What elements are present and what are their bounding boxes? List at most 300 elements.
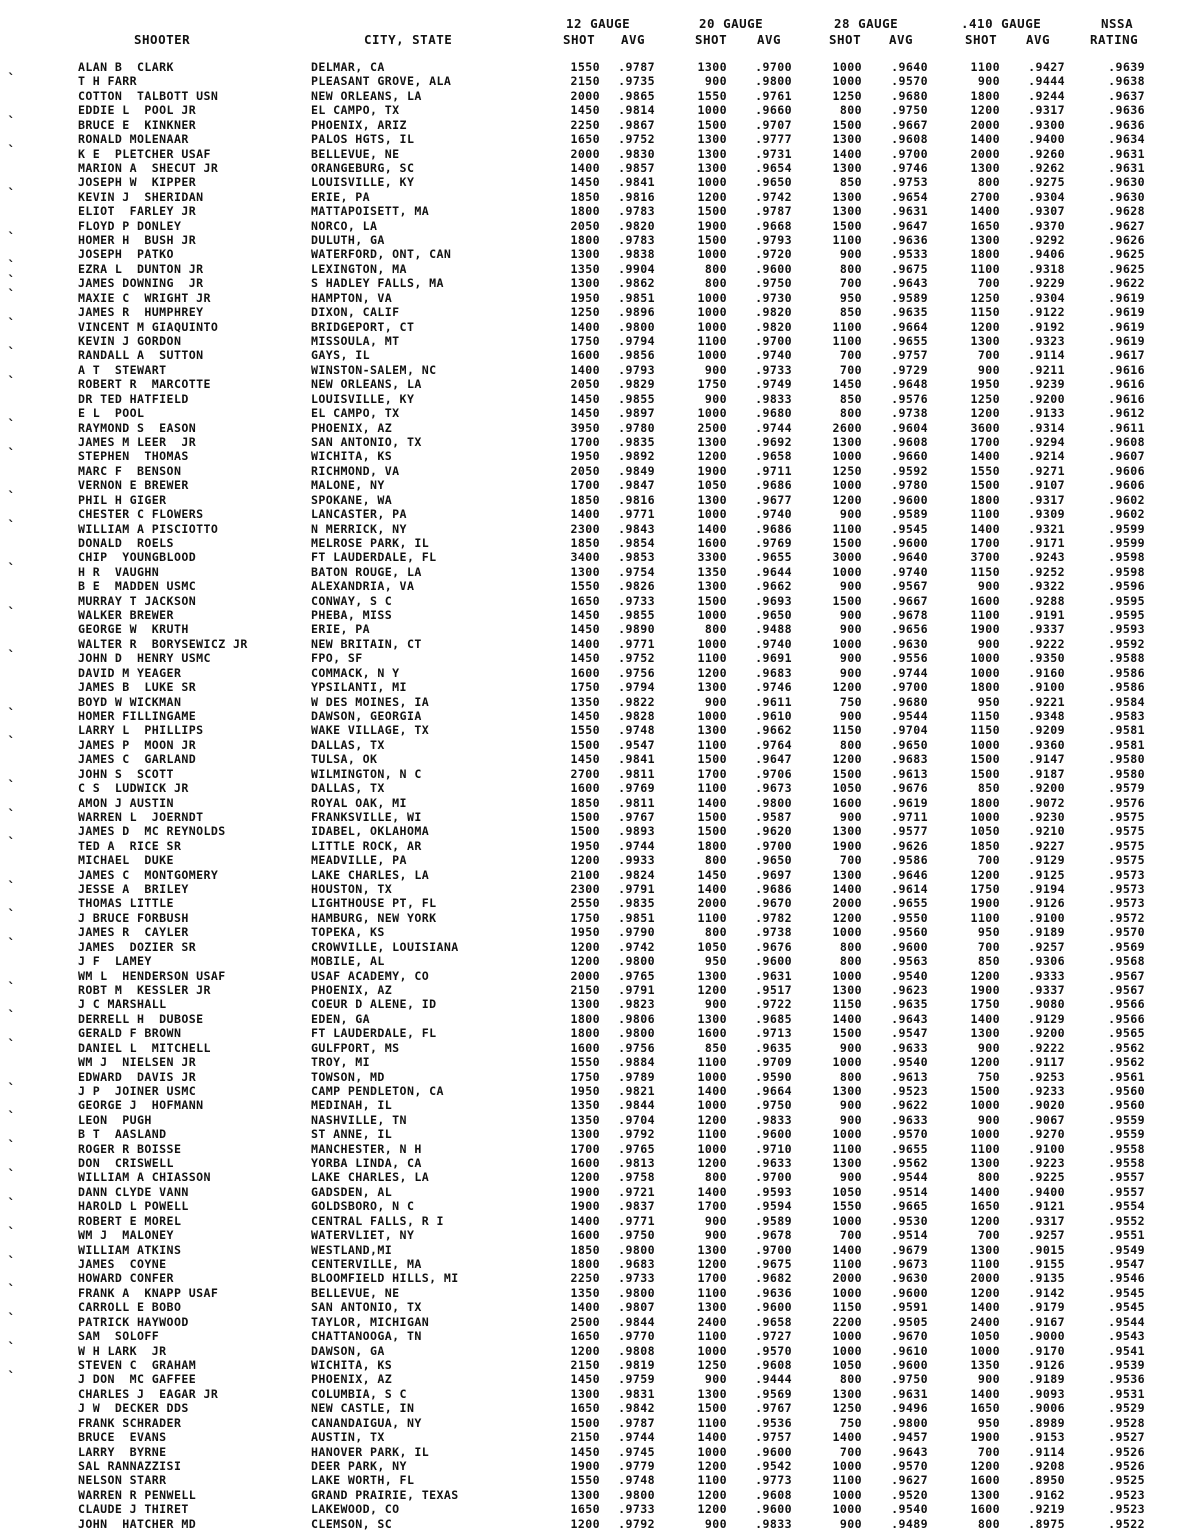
nssa-rating: .9573 [1108,882,1145,897]
gauge12-shot: 1400 [570,1213,600,1228]
gauge12-avg: .9837 [618,1199,655,1214]
gauge12-avg: .9853 [618,550,655,565]
table-row [0,882,1200,896]
city-state: BLOOMFIELD HILLS, MI [311,1271,459,1286]
gauge410-avg: .9321 [1028,521,1065,536]
gauge12-avg: .9822 [618,694,655,709]
city-state: DAWSON, GA [311,1343,385,1358]
table-row [0,1315,1200,1329]
nssa-rating: .9575 [1108,824,1145,839]
gauge12-avg: .9811 [618,795,655,810]
gauge20-avg: .9833 [755,1112,792,1127]
gauge28-shot: 1300 [832,132,862,147]
gauge12-avg: .9683 [618,1257,655,1272]
gauge20-shot: 1500 [697,809,727,824]
city-state: EDEN, GA [311,1011,371,1026]
gauge410-shot: 1400 [970,521,1000,536]
gauge28-shot: 1250 [832,88,862,103]
shooter-name: LARRY BYRNE [78,1444,167,1459]
city-state: CHATTANOOGA, TN [311,1329,422,1344]
gauge28-shot: 1100 [832,319,862,334]
gauge28-shot: 850 [839,391,862,406]
table-row [0,752,1200,766]
gauge28-shot: 1400 [832,882,862,897]
gauge12-shot: 1950 [570,838,600,853]
margin-mark-icon: ˎ [6,1328,16,1345]
gauge410-avg: .9307 [1028,204,1065,219]
gauge20-shot: 1000 [697,708,727,723]
table-row [0,911,1200,925]
gauge20-avg: .9668 [755,218,792,233]
shooter-name: BRUCE EVANS [78,1430,167,1445]
gauge28-shot: 1000 [832,1055,862,1070]
nssa-rating: .9595 [1108,608,1145,623]
gauge28-shot: 1300 [832,189,862,204]
city-state: BATON ROUGE, LA [311,564,422,579]
gauge12-shot: 1450 [570,1372,600,1387]
margin-mark-icon: ˎ [6,405,16,422]
nssa-rating: .9638 [1108,74,1145,89]
gauge28-shot: 900 [839,1112,862,1127]
shooter-name: JOHN D HENRY USMC [78,651,211,666]
table-row [0,348,1200,362]
table-row [0,190,1200,204]
margin-mark-icon: ˎ [6,59,16,75]
nssa-rating: .9639 [1108,60,1145,74]
table-row [0,723,1200,737]
gauge12-avg: .9770 [618,1329,655,1344]
gauge12-avg: .9794 [618,334,655,349]
gauge28-shot: 1300 [832,204,862,219]
nssa-rating: .9596 [1108,579,1145,594]
gauge20-avg: .9777 [755,132,792,147]
gauge410-shot: 700 [977,348,1000,363]
gauge12-shot: 1500 [570,824,600,839]
gauge28-avg: .9700 [891,680,928,695]
gauge28-shot: 1000 [832,449,862,464]
gauge28-shot: 1300 [832,160,862,175]
nssa-rating: .9586 [1108,665,1145,680]
gauge28-shot: 800 [839,737,862,752]
gauge28-avg: .9647 [891,218,928,233]
gauge12-avg: .9792 [618,1127,655,1142]
gauge28-avg: .9630 [891,636,928,651]
gauge12-avg: .9841 [618,175,655,190]
gauge20-avg: .9800 [755,795,792,810]
table-row [0,1358,1200,1372]
gauge20-avg: .9833 [755,391,792,406]
nssa-rating: .9611 [1108,420,1145,435]
nssa-rating: .9627 [1108,218,1145,233]
city-state: CENTRAL FALLS, R I [311,1213,444,1228]
city-state: COMMACK, N Y [311,665,400,680]
gauge12-avg: .9765 [618,968,655,983]
gauge28-shot: 1000 [832,1127,862,1142]
gauge12-shot: 1750 [570,334,600,349]
city-state: GULFPORT, MS [311,1040,400,1055]
gauge28-shot: 1400 [832,1011,862,1026]
city-state: SPOKANE, WA [311,492,393,507]
gauge410-avg: .9129 [1028,1011,1065,1026]
gauge28-avg: .9540 [891,1055,928,1070]
shooter-name: FLOYD P DONLEY [78,218,182,233]
nssa-rating: .9612 [1108,406,1145,421]
gauge20-shot: 1300 [697,968,727,983]
shooter-name: VERNON E BREWER [78,478,189,493]
gauge20-shot: 1200 [697,665,727,680]
gauge20-shot: 1700 [697,766,727,781]
gauge12-shot: 2000 [570,146,600,161]
city-state: HAMPTON, VA [311,290,393,305]
gauge410-shot: 700 [977,1228,1000,1243]
gauge28-shot: 700 [839,362,862,377]
city-state: ERIE, PA [311,622,371,637]
gauge12-avg: .9855 [618,391,655,406]
gauge410-shot: 1200 [970,406,1000,421]
city-state: USAF ACADEMY, CO [311,968,430,983]
gauge20-avg: .9593 [755,1184,792,1199]
shooter-name: DON CRISWELL [78,1156,174,1171]
gauge28-avg: .9680 [891,88,928,103]
gauge410-shot: 1150 [970,723,1000,738]
shooter-name: J F LAMEY [78,954,152,969]
gauge12-shot: 1750 [570,680,600,695]
gauge410-avg: .9020 [1028,1098,1065,1113]
gauge410-avg: .9292 [1028,233,1065,248]
city-state: BELLEVUE, NE [311,1285,400,1300]
city-state: IDABEL, OKLAHOMA [311,824,430,839]
gauge20-avg: .9730 [755,290,792,305]
city-state: LEXINGTON, MA [311,261,407,276]
gauge12-shot: 1750 [570,910,600,925]
gauge12-shot: 1200 [570,939,600,954]
city-state: NEW ORLEANS, LA [311,377,422,392]
gauge410-avg: .9200 [1028,781,1065,796]
nssa-rating: .9526 [1108,1444,1145,1459]
nssa-rating: .9575 [1108,838,1145,853]
city-state: WINSTON-SALEM, NC [311,362,437,377]
gauge20-avg: .9662 [755,723,792,738]
shooter-name: ALAN B CLARK [78,60,174,74]
table-row [0,622,1200,636]
gauge20-avg: .9610 [755,708,792,723]
city-state: GRAND PRAIRIE, TEXAS [311,1487,459,1502]
gauge20-avg: .9655 [755,550,792,565]
gauge12-avg: .9752 [618,132,655,147]
gauge28-shot: 1200 [832,752,862,767]
table-row [0,1070,1200,1084]
gauge12-avg: .9733 [618,1271,655,1286]
gauge410-shot: 1300 [970,1242,1000,1257]
gauge410-shot: 1500 [970,752,1000,767]
gauge410-avg: .9221 [1028,694,1065,709]
gauge12-avg: .9771 [618,507,655,522]
margin-mark-icon: ˎ [6,174,16,191]
gauge12-avg: .9896 [618,305,655,320]
gauge28-shot: 900 [839,247,862,262]
gauge12-shot: 1450 [570,103,600,118]
gauge20-shot: 1300 [697,680,727,695]
table-row [0,940,1200,954]
gauge12-avg: .9733 [618,593,655,608]
gauge410-shot: 1700 [970,434,1000,449]
gauge20-shot: 1000 [697,1069,727,1084]
gauge12-avg: .9806 [618,1011,655,1026]
table-row [0,579,1200,593]
gauge20-shot: 1000 [697,319,727,334]
city-state: S HADLEY FALLS, MA [311,276,444,291]
gauge410-avg: .9155 [1028,1257,1065,1272]
gauge410-avg: .9304 [1028,290,1065,305]
table-row [0,954,1200,968]
gauge410-shot: 800 [977,1516,1000,1531]
gauge20-avg: .9685 [755,1011,792,1026]
gauge20-shot: 1900 [697,463,727,478]
gauge28-shot: 800 [839,103,862,118]
nssa-rating: .9617 [1108,348,1145,363]
gauge410-avg: .9370 [1028,218,1065,233]
gauge410-avg: .9427 [1028,60,1065,74]
gauge28-shot: 1150 [832,997,862,1012]
gauge20-shot: 2500 [697,420,727,435]
city-state: TOPEKA, KS [311,925,385,940]
gauge20-avg: .9676 [755,939,792,954]
city-state: CLEMSON, SC [311,1516,393,1531]
gauge410-avg: .9252 [1028,564,1065,579]
table-row [0,680,1200,694]
gauge12-shot: 1400 [570,160,600,175]
gauge28-avg: .9592 [891,463,928,478]
gauge28-avg: .9729 [891,362,928,377]
gauge20-shot: 850 [704,1040,727,1055]
gauge410-avg: .9067 [1028,1112,1065,1127]
gauge20-shot: 1300 [697,723,727,738]
gauge12-shot: 1850 [570,795,600,810]
shooter-name: ROBT M KESSLER JR [78,983,211,997]
gauge410-avg: .9309 [1028,507,1065,522]
city-state: ALEXANDRIA, VA [311,579,415,594]
gauge20-shot: 900 [704,997,727,1012]
gauge28-avg: .9576 [891,391,928,406]
margin-mark-icon: ˎ [6,1270,16,1287]
gauge12-shot: 1650 [570,1329,600,1344]
gauge28-shot: 1450 [832,377,862,392]
gauge12-shot: 1350 [570,261,600,276]
gauge410-avg: .9317 [1028,492,1065,507]
gauge410-shot: 1200 [970,1285,1000,1300]
gauge410-shot: 1400 [970,1386,1000,1401]
city-state: PALOS HGTS, IL [311,132,415,147]
gauge28-avg: .9635 [891,305,928,320]
gauge20-shot: 1200 [697,1502,727,1517]
nssa-rating: .9522 [1108,1516,1145,1531]
gauge12-avg: .9807 [618,1300,655,1315]
gauge410-shot: 1000 [970,1127,1000,1142]
gauge20-shot: 3300 [697,550,727,565]
margin-mark-icon: ˎ [6,794,16,811]
nssa-rating: .9631 [1108,146,1145,161]
gauge410-avg: .9167 [1028,1314,1065,1329]
gauge28-shot: 1500 [832,218,862,233]
table-row [0,651,1200,665]
nssa-rating: .9566 [1108,1011,1145,1026]
gauge410-shot: 1600 [970,1473,1000,1488]
gauge410-avg: .9114 [1028,1444,1065,1459]
nssa-rating: .9593 [1108,622,1145,637]
margin-mark-icon: ˎ [6,131,16,148]
city-state: FRANKSVILLE, WI [311,809,422,824]
gauge28-avg: .9676 [891,781,928,796]
gauge20-avg: .9764 [755,737,792,752]
gauge12-avg: .9791 [618,882,655,897]
nssa-rating: .9528 [1108,1415,1145,1430]
gauge12-shot: 1300 [570,1386,600,1401]
gauge410-shot: 1300 [970,1026,1000,1041]
gauge20-avg: .9686 [755,478,792,493]
gauge12-shot: 1650 [570,593,600,608]
city-state: ST ANNE, IL [311,1127,393,1142]
gauge410-shot: 1650 [970,1199,1000,1214]
table-row [0,738,1200,752]
gauge20-avg: .9800 [755,74,792,89]
gauge12-shot: 2150 [570,1357,600,1372]
gauge12-avg: .9843 [618,521,655,536]
city-state: LAKE CHARLES, LA [311,1170,430,1185]
gauge410-avg: .9189 [1028,1372,1065,1387]
gauge20-avg: .9706 [755,766,792,781]
city-state: GOLDSBORO, N C [311,1199,415,1214]
shooter-name: LEON PUGH [78,1112,152,1127]
gauge20-shot: 1500 [697,752,727,767]
gauge410-shot: 1800 [970,795,1000,810]
gauge410-avg: .9117 [1028,1055,1065,1070]
gauge410-shot: 800 [977,175,1000,190]
gauge20-avg: .9670 [755,896,792,911]
gauge20-shot: 1000 [697,507,727,522]
gauge20-avg: .9608 [755,1487,792,1502]
gauge410-shot: 700 [977,939,1000,954]
gauge28-shot: 900 [839,708,862,723]
nssa-rating: .9630 [1108,175,1145,190]
gauge410-avg: .9072 [1028,795,1065,810]
shooter-name: J BRUCE FORBUSH [78,910,189,925]
city-state: PHEBA, MISS [311,608,393,623]
gauge28-shot: 1150 [832,1300,862,1315]
gauge410-shot: 1000 [970,1343,1000,1358]
table-row [0,1416,1200,1430]
nssa-rating: .9625 [1108,261,1145,276]
gauge410-shot: 1200 [970,867,1000,882]
table-row [0,377,1200,391]
gauge28-shot: 1500 [832,1026,862,1041]
nssa-rating: .9616 [1108,377,1145,392]
gauge20-shot: 1500 [697,204,727,219]
city-state: NORCO, LA [311,218,378,233]
margin-mark-icon: ˎ [6,260,16,277]
gauge20-avg: .9787 [755,204,792,219]
gauge28-avg: .9570 [891,74,928,89]
gauge20-avg: .9731 [755,146,792,161]
table-row [0,118,1200,132]
gauge410-shot: 1200 [970,968,1000,983]
gauge20-shot: 1350 [697,564,727,579]
gauge410-avg: .9288 [1028,593,1065,608]
gauge12-avg: .9787 [618,60,655,74]
table-row [0,853,1200,867]
gauge20-shot: 900 [704,362,727,377]
gauge20-shot: 1200 [697,449,727,464]
nssa-rating: .9598 [1108,550,1145,565]
shooter-name: VINCENT M GIAQUINTO [78,319,219,334]
gauge28-avg: .9514 [891,1228,928,1243]
gauge28-avg: .9567 [891,579,928,594]
gauge410-avg: .9306 [1028,954,1065,969]
gauge410-shot: 1400 [970,132,1000,147]
shooter-name: WM J NIELSEN JR [78,1055,197,1070]
margin-mark-icon: ˎ [6,693,16,710]
gauge410-shot: 1050 [970,824,1000,839]
gauge12-avg: .9771 [618,636,655,651]
gauge410-avg: .9122 [1028,305,1065,320]
gauge28-shot: 1000 [832,1502,862,1517]
shooter-name: J DON MC GAFFEE [78,1372,197,1387]
table-row [0,421,1200,435]
gauge410-shot: 1500 [970,478,1000,493]
gauge20-shot: 1400 [697,1430,727,1445]
margin-mark-icon: ˎ [6,1155,16,1172]
gauge410-avg: .9222 [1028,636,1065,651]
margin-mark-icon: ˎ [6,333,16,350]
city-state: RICHMOND, VA [311,463,400,478]
gauge28-avg: .9757 [891,348,928,363]
gauge20-avg: .9654 [755,160,792,175]
gauge28-avg: .9643 [891,1444,928,1459]
gauge20-shot: 1400 [697,1184,727,1199]
gauge20-shot: 1750 [697,377,727,392]
gauge410-shot: 1200 [970,319,1000,334]
nssa-rating: .9586 [1108,680,1145,695]
gauge12-shot: 1650 [570,132,600,147]
nssa-rating: .9592 [1108,636,1145,651]
city-state: MELROSE PARK, IL [311,535,430,550]
gauge20-avg: .9749 [755,377,792,392]
nssa-rating: .9616 [1108,391,1145,406]
gauge20-shot: 800 [704,276,727,291]
city-state: DALLAS, TX [311,737,385,752]
city-state: COLUMBIA, S C [311,1386,407,1401]
gauge12-avg: .9841 [618,752,655,767]
gauge28-shot: 850 [839,175,862,190]
gauge12-avg: .9821 [618,1083,655,1098]
table-row [0,983,1200,997]
city-state: LITTLE ROCK, AR [311,838,422,853]
gauge12-shot: 1700 [570,1141,600,1156]
nssa-rating: .9606 [1108,463,1145,478]
shooter-name: WM L HENDERSON USAF [78,968,226,983]
gauge28-shot: 1250 [832,463,862,478]
gauge410-avg: .9262 [1028,160,1065,175]
gauge12-avg: .9756 [618,665,655,680]
gauge20-shot: 900 [704,694,727,709]
gauge410-shot: 1850 [970,838,1000,853]
shooter-name: DONALD ROELS [78,535,174,550]
nssa-rating: .9598 [1108,564,1145,579]
gauge28-shot: 2600 [832,420,862,435]
gauge20-shot: 900 [704,1372,727,1387]
gauge20-avg: .9820 [755,319,792,334]
city-state: SAN ANTONIO, TX [311,1300,422,1315]
gauge12-shot: 2150 [570,74,600,89]
